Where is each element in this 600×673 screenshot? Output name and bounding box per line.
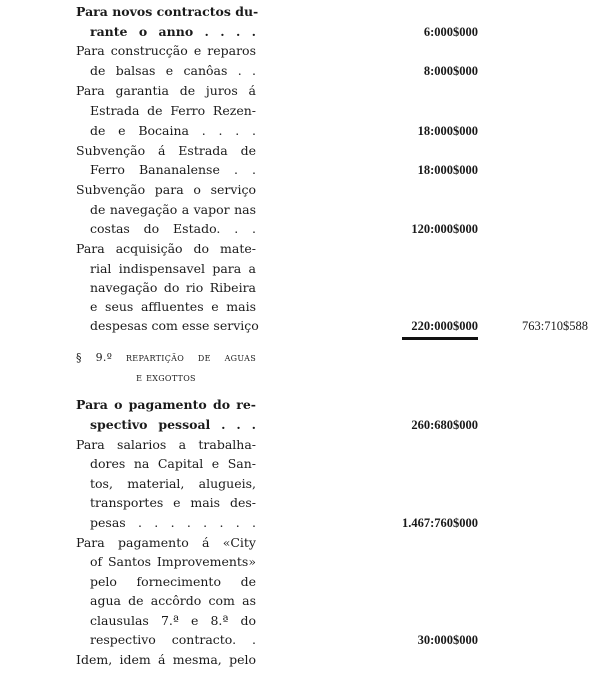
item-text-line: dores na Capital e San-: [90, 456, 256, 471]
item-text-line: of Santos Improvements»: [90, 554, 256, 569]
item-text-line: transportes e mais des-: [90, 495, 256, 510]
section-total: 763:710$588: [522, 319, 588, 333]
item-text-line: respectivo contracto. .: [90, 632, 256, 647]
item-text-line: despesas com esse serviço: [90, 318, 259, 333]
item-text-line: Para o pagamento do re-: [76, 397, 256, 412]
item-text-line: Idem, idem á mesma, pelo: [76, 652, 256, 667]
item-text-line: Para garantia de juros á: [76, 83, 256, 98]
item-amount: 8:000$000: [423, 64, 478, 78]
item-text-line: navegação do rio Ribeira: [90, 280, 256, 295]
item-text-line: clausulas 7.ª e 8.ª do: [90, 613, 256, 628]
section-heading: § 9.º repartição de aguas: [76, 351, 256, 364]
item-amount: 18:000$000: [417, 163, 478, 177]
item-text-line: de navegação a vapor nas: [90, 202, 256, 217]
item-amount: 1.467:760$000: [401, 516, 478, 530]
item-text-line: Ferro Bananalense . .: [90, 162, 256, 177]
item-amount: 220:000$000: [411, 319, 478, 333]
item-amount: 120:000$000: [411, 222, 478, 236]
section-heading-cont: e exgottos: [136, 371, 196, 384]
item-text-line: rial indispensavel para a: [90, 261, 256, 276]
item-text-line: Para acquisição do mate-: [76, 241, 256, 256]
item-text-line: costas do Estado. . .: [90, 221, 256, 236]
item-text-line: rante o anno . . . .: [90, 24, 256, 39]
item-text-line: de e Bocaina . . . .: [90, 123, 256, 138]
item-text-line: Para salarios a trabalha-: [76, 437, 256, 452]
item-text-line: e seus affluentes e mais: [90, 299, 256, 314]
item-amount: 18:000$000: [417, 124, 478, 138]
item-text-line: Estrada de Ferro Rezen-: [90, 103, 256, 118]
item-text-line: de balsas e canôas . .: [90, 63, 256, 78]
item-amount: 260:680$000: [411, 418, 478, 432]
item-text-line: Para novos contractos du-: [76, 4, 259, 19]
item-amount: 30:000$000: [417, 633, 478, 647]
sum-underline: [402, 337, 478, 340]
item-text-line: Subvenção á Estrada de: [76, 143, 256, 158]
item-text-line: tos, material, alugueis,: [90, 476, 256, 491]
item-text-line: agua de accôrdo com as: [90, 593, 256, 608]
item-text-line: pelo fornecimento de: [90, 574, 256, 589]
item-text-line: spectivo pessoal . . .: [90, 417, 256, 432]
item-amount: 6:000$000: [423, 25, 478, 39]
item-text-line: pesas . . . . . . . .: [90, 515, 256, 530]
item-text-line: Subvenção para o serviço: [76, 182, 256, 197]
item-text-line: Para construcção e reparos: [76, 43, 256, 58]
item-text-line: Para pagamento á «City: [76, 535, 256, 550]
